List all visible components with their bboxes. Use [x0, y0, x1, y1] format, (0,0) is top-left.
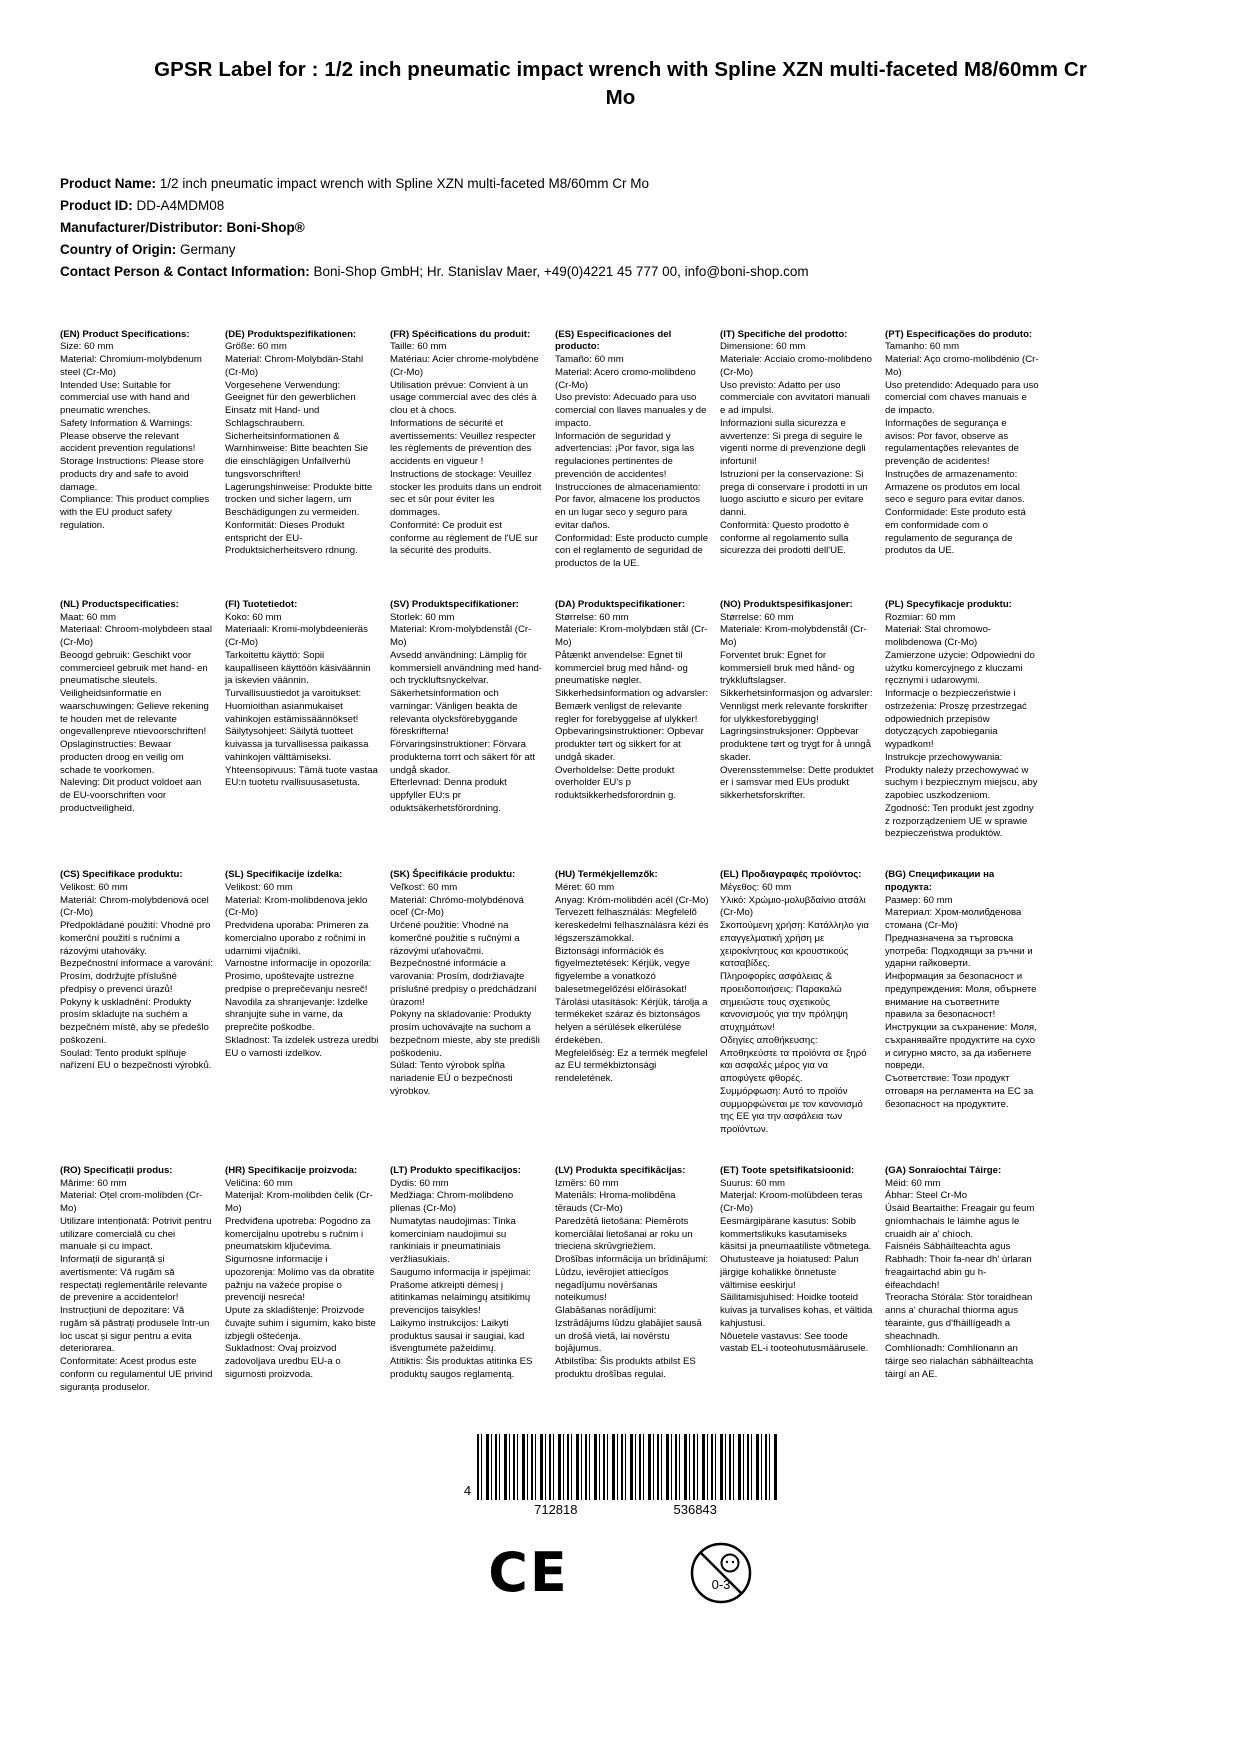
spec-line: Conformidad: Este producto cumple con el reglamento de seguridad de productos de la UE.: [555, 532, 709, 570]
spec-line: Opslaginstructies: Bewaar producten droog en veilig om schade te voorkomen.: [60, 739, 184, 776]
spec-line: Material: Chrom-Molybdän-Stahl (Cr-Mo): [225, 354, 364, 378]
spec-cell: [225, 599, 390, 790]
spec-row: [60, 1165, 1181, 1395]
spec-cell: [60, 1165, 225, 1395]
meta-row-product-id: [60, 195, 1181, 217]
manufacturer-value: Boni-Shop®: [226, 220, 305, 236]
spec-line: Sicherheitsinformationen & Warnhinweise: Bitte beachten Sie die einschlägigen Unfallverhü tungsvorschriften!: [225, 430, 369, 480]
spec-line: Ohutusteave ja hoiatused: Palun järgige kohalikke õnnetuste vältimise eeskirju!: [720, 1254, 859, 1291]
spec-line: Uso previsto: Adecuado para uso comercial con llaves manuales y de impacto.: [555, 392, 707, 429]
page-title: GPSR Label for : 1/2 inch pneumatic impact wrench with Spline XZN multi-faceted M8/60mm Cr Mo: [154, 58, 1087, 109]
spec-cell: [555, 1165, 720, 1382]
spec-line: Размер: 60 mm: [885, 894, 953, 906]
spec-line: Sigurnosne informacije i upozorenja: Molimo vas da obratite pažnju na važeće propise o prevenciji nesreća!: [225, 1254, 375, 1304]
spec-cell: [225, 869, 390, 1060]
spec-line: Storlek: 60 mm: [390, 611, 455, 623]
spec-line: Tervezett felhasználás: Megfelelő kereskedelmi felhasználásra kézi és légszerszámokkal.: [555, 907, 709, 944]
spec-line: Bezpečnostné informácie a varovania: Prosím, dodržiavajte príslušné predpisy o predchádzaní úrazom!: [390, 958, 537, 1008]
spec-line: Materjal: Kroom-molübdeen teras (Cr-Mo): [720, 1190, 863, 1215]
spec-line: Storage Instructions: Please store products dry and safe to avoid damage.: [60, 456, 204, 493]
product-meta-block: [60, 173, 1181, 282]
spec-line: Predviđena upotreba: Pogodno za komercijalnu upotrebu s ručnim i pneumatskim ključevima.: [225, 1215, 371, 1253]
spec-line: Méid: 60 mm: [885, 1177, 941, 1189]
spec-language-heading: (ES) Especificaciones del producto:: [555, 328, 672, 353]
spec-row: [60, 599, 1181, 841]
spec-body: [390, 341, 544, 558]
spec-language-heading: (DA) Produktspecifikationer:: [555, 598, 686, 610]
spec-language-heading: (SL) Specifikacije izdelka:: [225, 869, 343, 881]
spec-line: Materiál: Chrom-molybdenová ocel (Cr-Mo): [60, 894, 209, 919]
spec-line: Beoogd gebruik: Geschikt voor commercieel gebruik met hand- en pneumatische sleutels.: [60, 649, 208, 687]
spec-line: Mărime: 60 mm: [60, 1177, 127, 1189]
spec-cell: [555, 599, 720, 803]
ce-mark-icon: CE: [488, 1541, 569, 1605]
spec-body: [60, 1178, 214, 1395]
compliance-marks: [488, 1541, 753, 1605]
spec-line: Utilisation prévue: Convient à un usage commercial avec des clés à clou et à chocs.: [390, 379, 537, 417]
spec-line: Předpokládané použití: Vhodné pro komerční použití s ručními a rázovými utahováky.: [60, 920, 211, 957]
spec-line: Lagringsinstruksjoner: Oppbevar produktene tørt og trygt for å unngå skader.: [720, 726, 871, 763]
spec-line: Skladnost: Ta izdelek ustreza uredbi EU o varnosti izdelkov.: [225, 1034, 379, 1059]
spec-language-heading: (HR) Specifikacije proizvoda:: [225, 1164, 358, 1176]
barcode-group-2: 536843: [673, 1502, 717, 1518]
meta-row-manufacturer: [60, 217, 1181, 239]
spec-cell: [225, 1165, 390, 1382]
spec-line: Πληροφορίες ασφάλειας & προειδοποιήσεις: Παρακαλώ σημειώστε τους σχετικούς κανονισμούς για την πρόληψη ατυχημάτων!: [720, 971, 848, 1034]
spec-line: Opbevaringsinstruktioner: Opbevar produkter tørt og sikkert for at undgå skader.: [555, 726, 704, 763]
spec-language-heading: (CS) Specifikace produktu:: [60, 869, 183, 881]
spec-line: Anyag: Króm-molibdén acél (Cr-Mo): [555, 894, 709, 906]
spec-language-heading: (PT) Especificações do produto:: [885, 328, 1033, 340]
spec-line: Varnostne informacije in opozorila: Prosimo, upoštevajte ustrezne predpise o preprečevanju nesreč!: [225, 958, 372, 995]
spec-line: Avsedd användning: Lämplig för kommersiell användning med hand- och tryckluftsnyckelvar.: [390, 649, 542, 687]
spec-body: [720, 882, 874, 1137]
spec-line: Säilytysohjeet: Säilytä tuotteet kuivassa ja turvallisessa paikassa vahinkojen välttämiseksi.: [225, 726, 369, 763]
spec-line: Méret: 60 mm: [555, 881, 615, 893]
spec-line: Yhteensopivuus: Tämä tuote vastaa EU:n tuotetu rvallisuusasetusta.: [225, 764, 378, 789]
spec-body: [390, 1178, 544, 1382]
spec-line: Instrucciones de almacenamiento: Por favor, almacene los productos en un lugar seco y seguro para evitar daños.: [555, 481, 701, 531]
spec-body: [720, 612, 874, 803]
spec-line: Velikost: 60 mm: [60, 881, 128, 893]
spec-line: Materiaal: Chroom-molybdeen staal (Cr-Mo): [60, 624, 212, 649]
spec-line: Предназначена за търговска употреба: Подходящи за ръчни и ударни гайковерти.: [885, 932, 1033, 970]
spec-language-heading: (LV) Produkta specifikācijas:: [555, 1164, 686, 1176]
spec-body: [885, 1178, 1039, 1382]
spec-line: Taille: 60 mm: [390, 341, 447, 353]
spec-language-heading: (ET) Toote spetsifikatsioonid:: [720, 1164, 855, 1176]
spec-line: Saugumo informacija ir įspėjimai: Prašome atkreipti dėmesį į atitinkamas nelaimingų atsitikimų prevencijos taisykles!: [390, 1266, 531, 1317]
spec-line: Tamaño: 60 mm: [555, 354, 624, 366]
spec-cell: [885, 599, 1050, 841]
spec-language-heading: (SK) Špecifikácie produktu:: [390, 869, 516, 881]
spec-line: Bezpečnostní informace a varování: Prosím, dodržujte příslušné předpisy o prevenci úrazů!: [60, 958, 214, 995]
spec-line: Atbilstība: Šis produkts atbilst ES produktu drošības regulai.: [555, 1356, 696, 1380]
spec-cell: [885, 869, 1050, 1111]
spec-row: [60, 329, 1181, 571]
spec-body: [555, 612, 709, 803]
spec-line: Matériau: Acier chrome-molybdène (Cr-Mo): [390, 354, 539, 378]
contact-value: Boni-Shop GmbH; Hr. Stanislav Maer, +49(0)4221 45 777 00, info@boni-shop.com: [313, 263, 809, 279]
spec-body: [390, 882, 544, 1099]
age-restriction-0-3-icon: [689, 1541, 753, 1605]
spec-line: Numatytas naudojimas: Tinka komerciniam naudojimui su rankiniais ir pneumatiniais veržliasukiais.: [390, 1215, 516, 1266]
spec-body: [885, 341, 1039, 558]
barcode-bars: [477, 1434, 777, 1500]
spec-line: Material: Aço cromo-molibdénio (Cr-Mo): [885, 354, 1039, 378]
spec-line: Materiale: Acciaio cromo-molibdeno (Cr-Mo): [720, 354, 872, 378]
spec-line: Vorgesehene Verwendung: Geeignet für den gewerblichen Einsatz mit Hand- und Schlagschraubern.: [225, 379, 356, 429]
spec-line: Ábhar: Steel Cr-Mo: [885, 1190, 968, 1202]
spec-line: Sikkerhedsinformation og advarsler: Bemærk venligst de relevante regler for forebyggelse af ulykker!: [555, 688, 709, 725]
spec-line: Conformidade: Este produto está em conformidade com o regulamento de segurança de produtos da UE.: [885, 507, 1026, 557]
spec-line: Uso pretendido: Adequado para uso comercial com chaves manuais e de impacto.: [885, 379, 1039, 417]
spec-body: [225, 882, 379, 1061]
barcode-numbers: [524, 1502, 717, 1517]
spec-line: Izmērs: 60 mm: [555, 1177, 619, 1189]
spec-line: Atitiktis: Šis produktas atitinka ES produktų saugos reglamentą.: [390, 1356, 533, 1380]
spec-line: Treoracha Stórála: Stòr toraidhean anns a' churachal thiorma agus tèarainte, gus d'fhàillígeadh a sheachnadh.: [885, 1292, 1033, 1342]
spec-line: Säkerhetsinformation och varningar: Vänligen beakta de relevanta olycksförebyggande föreskrifterna!: [390, 688, 518, 738]
svg-text:0-3: 0-3: [711, 1577, 731, 1593]
spec-line: Größe: 60 mm: [225, 341, 287, 353]
spec-line: Συμμόρφωση: Αυτό το προϊόν συμμορφώνεται με τον κανονισμό της ΕΕ για την ασφάλεια των προϊόντων.: [720, 1085, 863, 1136]
spec-line: Informații de siguranță și avertismente: Vă rugăm să respectați reglementările relevante de prevenire a accidentelor!: [60, 1254, 208, 1304]
spec-line: Materiale: Krom-molybdæn stål (Cr-Mo): [555, 624, 708, 649]
spec-line: Predvidena uporaba: Primeren za komercialno uporabo z ročnimi in udarnimi vijačniki.: [225, 920, 369, 957]
spec-cell: [555, 869, 720, 1086]
spec-language-heading: (FI) Tuotetiedot:: [225, 598, 298, 610]
spec-cell: [390, 329, 555, 559]
spec-line: Informations de sécurité et avertissements: Veuillez respecter les règlements de prévention des accidents en vigueur !: [390, 417, 536, 468]
spec-language-heading: (GA) Sonraíochtaí Táirge:: [885, 1164, 1002, 1176]
spec-line: Suurus: 60 mm: [720, 1177, 786, 1189]
barcode-area: [60, 1434, 1181, 1605]
spec-line: Megfelelőség: Ez a termék megfelel az EU termékbiztonsági rendeletének.: [555, 1047, 708, 1085]
spec-line: Zgodność: Ten produkt jest zgodny z rozporządzeniem UE w sprawie bezpieczeństwa produktów.: [885, 802, 1034, 840]
spec-line: Materiál: Chrómo-molybdénová oceľ (Cr-Mo): [390, 894, 524, 919]
spec-line: Förvaringsinstruktioner: Förvara produkterna torrt och säkert för att undgå skador.: [390, 739, 536, 776]
spec-line: Säilitamisjuhised: Hoidke tooteid kuivas ja turvalises kohas, et vältida kahjustusi.: [720, 1292, 873, 1329]
spec-language-heading: (EN) Product Specifications:: [60, 328, 190, 340]
spec-line: Compliance: This product complies with the EU product safety regulation.: [60, 494, 210, 531]
spec-line: Instructions de stockage: Veuillez stocker les produits dans un endroit sec et sûr pour éviter les dommages.: [390, 468, 542, 519]
spec-line: Materijal: Krom-molibden čelik (Cr-Mo): [225, 1190, 373, 1215]
meta-row-contact: [60, 261, 1181, 283]
spec-body: [720, 341, 874, 558]
product-name-label: Product Name:: [60, 176, 157, 192]
spec-line: Biztonsági információk és figyelmeztetések: Kérjük, vegye figyelembe a vonatkozó balesetmegelőzési előírásokat!: [555, 945, 690, 995]
spec-line: Istruzioni per la conservazione: Si prega di conservare i prodotti in un luogo asciutto e sicuro per evitare danni.: [720, 468, 868, 519]
spec-language-heading: (NL) Productspecificaties:: [60, 598, 179, 610]
spec-line: Tamanho: 60 mm: [885, 341, 960, 353]
spec-line: Uso previsto: Adatto per uso commerciale con avvitatori manuali e ad impulsi.: [720, 379, 870, 417]
spec-line: Úsáid Beartaithe: Freagair gu feum gníomhachais le láimhe agus le cruaidh air a' chìoch.: [885, 1203, 1035, 1240]
spec-language-heading: (LT) Produkto specifikacijos:: [390, 1164, 521, 1176]
spec-cell: [720, 869, 885, 1137]
spec-language-heading: (FR) Spécifications du produit:: [390, 328, 531, 340]
spec-line: Materiale: Krom-molybdenstål (Cr-Mo): [720, 624, 867, 649]
spec-cell: [60, 329, 225, 533]
spec-line: Materiaali: Kromi-molybdeenieräs (Cr-Mo): [225, 624, 368, 649]
spec-body: [390, 612, 544, 816]
meta-row-country: [60, 239, 1181, 261]
meta-row-product-name: [60, 173, 1181, 195]
spec-line: Σκοπούμενη χρήση: Κατάλληλο για επαγγελματική χρήση με χειροκίνητους και κρουστικούς κατσαβίδες.: [720, 920, 869, 970]
spec-line: Size: 60 mm: [60, 341, 114, 353]
spec-line: Sikkerhetsinformasjon og advarsler: Vennligst merk relevante forskrifter for ulykkesforebygging!: [720, 688, 873, 725]
spec-line: Velikost: 60 mm: [225, 881, 293, 893]
spec-body: [225, 341, 379, 558]
spec-language-heading: (HU) Termékjellemzők:: [555, 869, 658, 881]
spec-body: [885, 895, 1039, 1112]
spec-cell: [390, 869, 555, 1099]
spec-body: [60, 341, 214, 532]
spec-line: Utilizare intenționată: Potrivit pentru utilizare comercială cu chei manuale și cu impact.: [60, 1215, 212, 1253]
spec-line: Nõuetele vastavus: See toode vastab EL-i tooteohutusmäärusele.: [720, 1330, 869, 1355]
manufacturer-label: Manufacturer/Distributor:: [60, 220, 223, 236]
spec-line: Størrelse: 60 mm: [720, 611, 794, 623]
spec-line: Instruções de armazenamento: Armazene os produtos em local seco e seguro para evitar danos.: [885, 468, 1025, 506]
barcode: [464, 1434, 777, 1500]
spec-body: [555, 882, 709, 1086]
spec-language-heading: (EL) Προδιαγραφές προϊόντος:: [720, 869, 862, 881]
spec-line: Material: Acero cromo-molibdeno (Cr-Mo): [555, 366, 696, 391]
spec-line: Glabāšanas norādījumi: Izstrādājums lūdzu glabājiet sausā un drošā vietā, lai novērstu bojājumus.: [555, 1305, 702, 1355]
spec-line: Veľkosť: 60 mm: [390, 881, 458, 893]
spec-cell: [390, 599, 555, 816]
spec-line: Conformitate: Acest produs este conform cu regulamentul UE privind siguranța produselor.: [60, 1356, 213, 1393]
spec-line: Materiāls: Hroma-molibdēna tērauds (Cr-Mo): [555, 1190, 676, 1215]
spec-line: Størrelse: 60 mm: [555, 611, 629, 623]
spec-line: Navodila za shranjevanje: Izdelke shranjujte suhe in varne, da preprečite poškodbe.: [225, 996, 368, 1034]
spec-line: Инструкции за съхранение: Моля, съхранявайте продуктите на сухо и сигурно място, за да избегнете повреди.: [885, 1022, 1037, 1072]
spec-cell: [720, 329, 885, 559]
spec-line: Naleving: Dit product voldoet aan de EU-voorschriften voor productveiligheid.: [60, 777, 202, 814]
spec-line: Faisnéis Sábháilteachta agus Rabhadh: Thoir fa-near dh' ùrlaran freagairtachd abin gu h-éifeachdach!: [885, 1241, 1032, 1291]
spec-line: Material: Chromium-molybdenum steel (Cr-Mo): [60, 354, 202, 378]
spec-body: [60, 882, 214, 1073]
spec-line: Material: Krom-molibdenova jeklo (Cr-Mo): [225, 894, 368, 919]
spec-line: Οδηγίες αποθήκευσης: Αποθηκεύστε τα προϊόντα σε ξηρό και ασφαλές μέρος για να αποφύγετε φθορές.: [720, 1034, 867, 1085]
barcode-left-digit: 4: [463, 1483, 472, 1499]
spec-body: [225, 1178, 379, 1382]
spec-line: Съответствие: Този продукт отговаря на регламента на ЕС за безопасност на продуктите.: [885, 1073, 1034, 1110]
spec-line: Maat: 60 mm: [60, 611, 116, 623]
spec-line: Lagerungshinweise: Produkte bitte trocken und sicher lagern, um Beschädigungen zu vermeiden.: [225, 481, 373, 519]
spec-cell: [60, 599, 225, 816]
spec-line: Informacje o bezpieczeństwie i ostrzeżenia: Proszę przestrzegać odpowiednich przepisów dotyczących zapobiegania wypadkom!: [885, 688, 1027, 751]
spec-line: Materiał: Stal chromowo-molibdenowa (Cr-Mo): [885, 624, 992, 649]
spec-line: Upute za skladištenje: Proizvode čuvajte suhim i sigurnim, kako biste izbjegli oštećenja.: [225, 1305, 376, 1342]
spec-line: Rozmiar: 60 mm: [885, 611, 956, 623]
spec-line: Efterlevnad: Denna produkt uppfyller EU:s pr oduktsäkerhetsförordning.: [390, 777, 507, 814]
spec-line: Информация за безопасност и предупреждения: Моля, обърнете внимание на съответните правила за безопасност!: [885, 971, 1037, 1021]
country-label: Country of Origin:: [60, 241, 177, 257]
spec-line: Υλικό: Χρώμιο-μολυβδαίνιο ατσάλι (Cr-Mo): [720, 894, 866, 919]
spec-cell: [720, 599, 885, 803]
spec-body: [555, 354, 709, 571]
spec-line: Laikymo instrukcijos: Laikyti produktus sausai ir saugiai, kad išvengtumėte pažeidimų.: [390, 1317, 525, 1355]
spec-line: Drošības informācija un brīdinājumi: Lūdzu, ievērojiet attiecīgos negadījumu novēršanas noteikumus!: [555, 1254, 709, 1304]
spec-cell: [60, 869, 225, 1073]
spec-row: [60, 869, 1181, 1137]
spec-language-heading: (NO) Produktspesifikasjoner:: [720, 598, 853, 610]
spec-line: Dydis: 60 mm: [390, 1177, 449, 1189]
spec-line: Konformität: Dieses Produkt entspricht der EU-Produktsicherheitsvero rdnung.: [225, 519, 358, 557]
spec-body: [225, 612, 379, 791]
contact-label: Contact Person & Contact Information:: [60, 263, 310, 279]
spec-line: Tarkoitettu käyttö: Sopii kaupalliseen käyttöön käsiväännin ja iskevien väännin.: [225, 649, 371, 687]
spec-line: Eesmärgipärane kasutus: Sobib kommertslikuks kasutamiseks käsitsi ja pneumaatiliste võtmetega.: [720, 1215, 872, 1253]
spec-line: Informazioni sulla sicurezza e avvertenze: Si prega di seguire le vigenti norme di prevenzione degli infortuni!: [720, 417, 866, 468]
spec-line: Comhlíonadh: Comhlíonann an táirge seo rialachán sábháilteachta táirgí an AE.: [885, 1343, 1034, 1380]
spec-cell: [885, 329, 1050, 559]
spec-line: Påtænkt anvendelse: Egnet til kommerciel brug med hånd- og pneumatiske nøgler.: [555, 649, 688, 687]
spec-language-heading: (IT) Specifiche del prodotto:: [720, 328, 848, 340]
spec-language-heading: (DE) Produktspezifikationen:: [225, 328, 357, 340]
spec-line: Overensstemmelse: Dette produktet er i samsvar med EUs produkt sikkerhetsforskrifter.: [720, 764, 874, 802]
spec-language-heading: (BG) Спецификации на продукта:: [885, 869, 995, 893]
country-value: Germany: [180, 241, 236, 257]
spec-line: Medžiaga: Chrom-molibdeno plienas (Cr-Mo): [390, 1190, 514, 1215]
spec-line: Zamierzone użycie: Odpowiedni do użytku komercyjnego z kluczami ręcznymi i udarowymi.: [885, 649, 1035, 687]
spec-line: Veiligheidsinformatie en waarschuwingen: Gelieve rekening te houden met de relevante ongevallenpreve ntievoorschriften!: [60, 688, 209, 738]
spec-line: Μέγεθος: 60 mm: [720, 881, 792, 893]
spec-line: Tárolási utasítások: Kérjük, tárolja a termékeket száraz és biztonságos helyen a sérülések elkerülése érdekében.: [555, 996, 708, 1046]
spec-body: [885, 612, 1039, 842]
spec-line: Intended Use: Suitable for commercial use with hand and pneumatic wrenches.: [60, 379, 190, 417]
spec-line: Koko: 60 mm: [225, 611, 282, 623]
specifications-grid: [60, 329, 1181, 1395]
spec-line: Dimensione: 60 mm: [720, 341, 806, 353]
spec-line: Материал: Хром-молибденова стомана (Cr-Mo): [885, 907, 1022, 932]
spec-line: Instrukcje przechowywania: Produkty należy przechowywać w suchym i bezpiecznym miejscu, aby zapobiec uszkodzeniom.: [885, 751, 1038, 802]
product-name-value: 1/2 inch pneumatic impact wrench with Spline XZN multi-faceted M8/60mm Cr Mo: [159, 176, 649, 192]
spec-line: Conformità: Questo prodotto è conforme al regolamento sulla sicurezza dei prodotti dell'UE.: [720, 519, 850, 557]
spec-line: Información de seguridad y advertencias: ¡Por favor, siga las regulaciones pertinentes de prevención de accidentes!: [555, 430, 695, 480]
spec-line: Conformité: Ce produit est conforme au règlement de l'UE sur la sécurité des produits.: [390, 519, 538, 557]
spec-line: Safety Information & Warnings: Please observe the relevant accident prevention regulations!: [60, 417, 196, 455]
spec-body: [60, 612, 214, 816]
spec-line: Veličina: 60 mm: [225, 1177, 293, 1189]
spec-cell: [885, 1165, 1050, 1382]
spec-body: [555, 1178, 709, 1382]
spec-line: Soulad: Tento produkt splňuje nařízení EU o bezpečnosti výrobků.: [60, 1047, 212, 1072]
spec-line: Turvallisuustiedot ja varoitukset: Huomioithan asianmukaiset vahinkojen estämissäännökset!: [225, 688, 362, 725]
spec-line: Forventet bruk: Egnet for kommersiell bruk med hånd- og trykkluftslagser.: [720, 649, 855, 687]
spec-line: Instrucțiuni de depozitare: Vă rugăm să păstrați produsele într-un loc uscat și sigur pentru a evita deteriorarea.: [60, 1305, 210, 1355]
spec-cell: [225, 329, 390, 559]
spec-line: Material: Krom-molybdenstål (Cr-Mo): [390, 624, 532, 649]
spec-cell: [555, 329, 720, 571]
spec-line: Informações de segurança e avisos: Por favor, observe as regulamentações relevantes de prevenção de acidentes!: [885, 417, 1019, 468]
spec-line: Pokyny na skladovanie: Produkty prosím uchovávajte na suchom a bezpečnom mieste, aby ste predišli poškodeniu.: [390, 1009, 540, 1059]
spec-cell: [720, 1165, 885, 1356]
spec-body: [720, 1178, 874, 1357]
spec-line: Určené použitie: Vhodné na komerčné použitie s ručnými a rázovými uťahovačmi.: [390, 920, 520, 957]
spec-line: Súlad: Tento výrobok spĺňa nariadenie EÚ o bezpečnosti výrobkov.: [390, 1060, 513, 1097]
spec-language-heading: (PL) Specyfikacje produktu:: [885, 598, 1012, 610]
spec-line: Material: Oțel crom-molibden (Cr-Mo): [60, 1190, 203, 1215]
spec-cell: [390, 1165, 555, 1382]
barcode-group-1: 712818: [534, 1502, 578, 1518]
spec-language-heading: (RO) Specificații produs:: [60, 1164, 173, 1176]
product-id-value: DD-A4MDM08: [136, 198, 225, 214]
spec-line: Overholdelse: Dette produkt overholder EU's p roduktsikkerhedsforordnin g.: [555, 764, 677, 802]
spec-language-heading: (SV) Produktspecifikationer:: [390, 598, 520, 610]
product-id-label: Product ID:: [60, 198, 133, 214]
spec-line: Sukladnost: Ovaj proizvod zadovoljava uredbu EU-a o sigurnosti proizvoda.: [225, 1343, 341, 1380]
spec-line: Pokyny k uskladnění: Produkty prosím skladujte na suchém a bezpečném místě, aby se předešlo poškození.: [60, 996, 209, 1046]
spec-line: Paredzētā lietošana: Piemērots komerciālai lietošanai ar roku un trieciena skrūvgriežiem.: [555, 1215, 693, 1253]
